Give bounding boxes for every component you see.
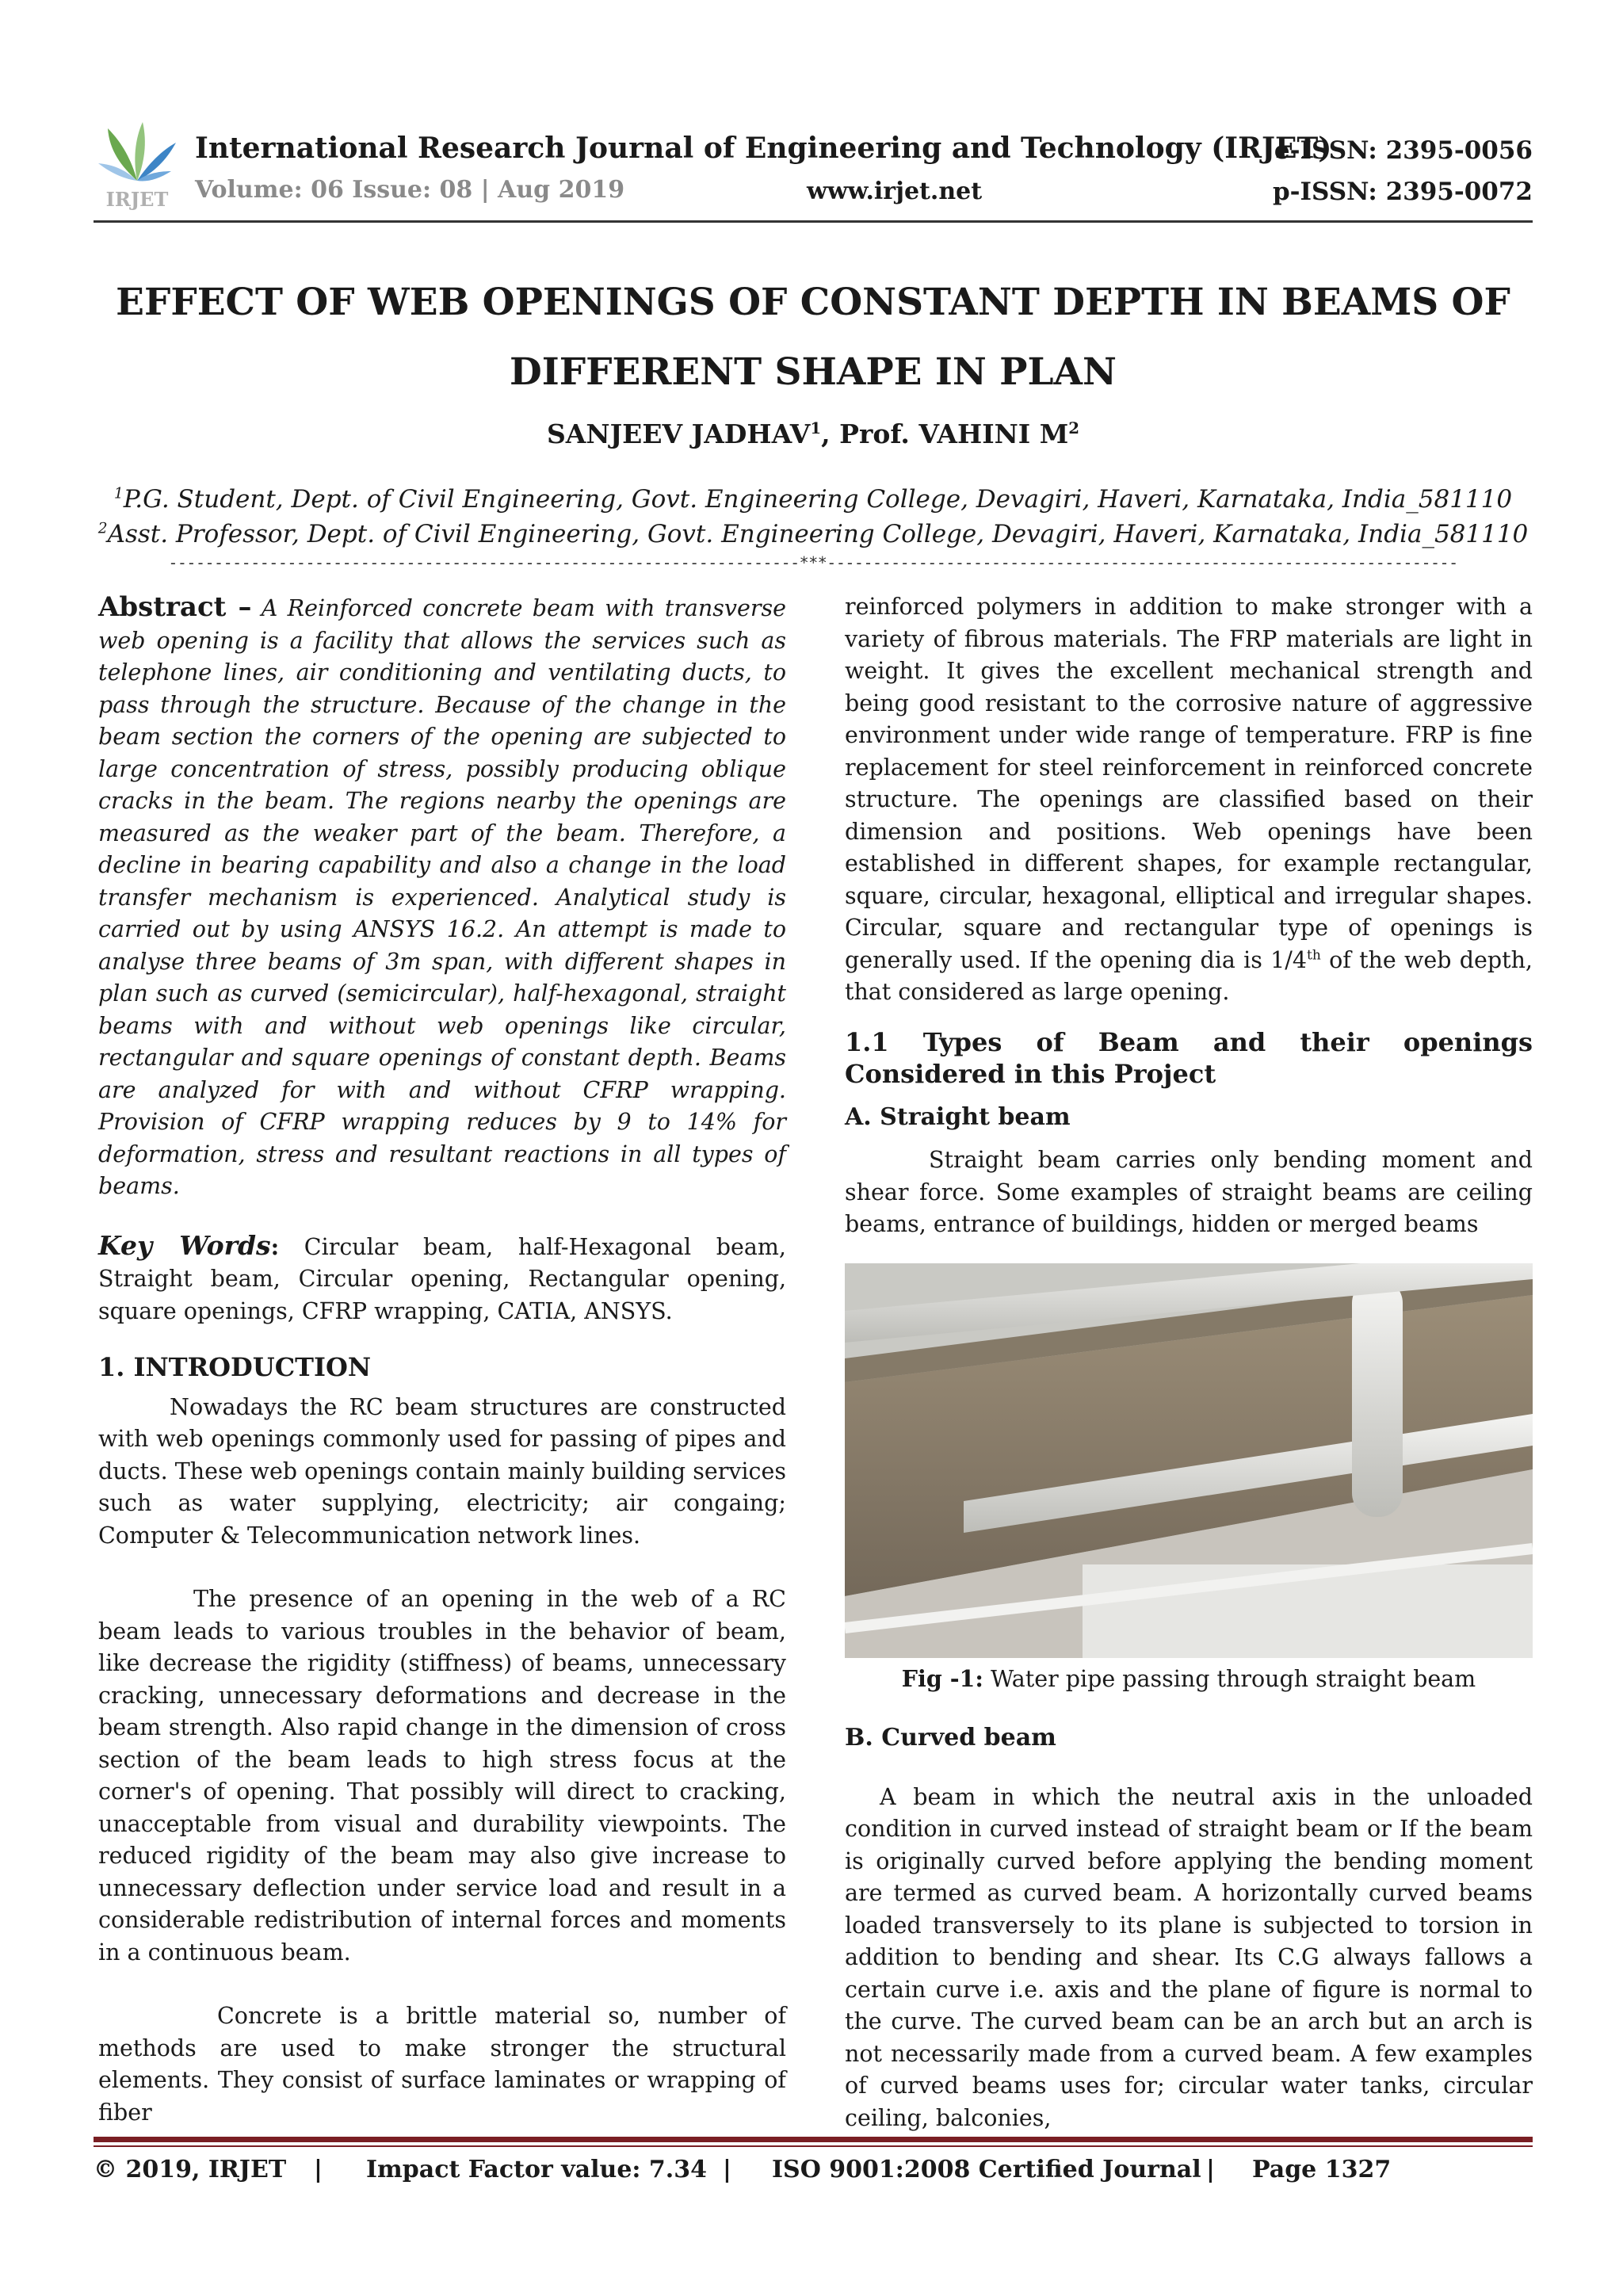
vertical-pipe [1352,1279,1403,1517]
curved-beam-heading: B. Curved beam [845,1724,1056,1752]
affiliation-mark: 1 [113,485,124,502]
affiliation-text: P.G. Student, Dept. of Civil Engineering, Govt. Engineering College, Devagiri, Haveri, Karnataka, India_581110 [123,485,1513,514]
left-column [98,591,786,2129]
keywords-label: Key Words [98,1229,271,1261]
journal-header [94,119,1533,214]
introduction-heading: 1. INTRODUCTION [98,1352,372,1382]
logo-text: IRJET [105,188,169,211]
header-divider [94,220,1533,223]
abstract [98,591,786,1203]
title-line-2: DIFFERENT SHAPE IN PLAN [510,350,1117,394]
section-separator: ---------------------------------------------------------------------***--------------------------------------------------------------------- [168,553,1458,572]
right-column [845,591,1533,2134]
footer-page-number: Page 1327 [1252,2156,1392,2183]
footer-rule-thick [94,2137,1533,2142]
frp-paragraph [845,591,1533,1009]
author-2-affiliation-mark: 2 [1068,418,1080,437]
beam-photo-illustration [845,1263,1533,1658]
footer-impact-factor: Impact Factor value: 7.34 [366,2156,707,2183]
footer-separator: | [1206,2156,1215,2183]
figure-caption [845,1663,1533,1696]
keywords-colon: : [270,1232,280,1260]
footer-rule-thin [94,2145,1533,2147]
author-1: SANJEEV JADHAV [546,418,811,449]
keywords [98,1230,786,1328]
figure-straight-beam-photo [845,1263,1533,1658]
introduction-paragraph-3: Concrete is a brittle material so, number of methods are used to make stronger the structural elements. They consist of surface laminates or wrapping of fiber [98,2003,786,2126]
e-issn: e-ISSN: 2395-0056 [1274,136,1533,165]
section-1-1-heading: 1.1 Types of Beam and their openings Considered in this Project [845,1026,1533,1089]
figure-caption-text: Water pipe passing through straight beam [983,1665,1476,1692]
ordinal-superscript: th [1306,947,1321,963]
footer-separator: | [723,2156,731,2183]
footer-separator: | [314,2156,323,2183]
paper-title [94,268,1533,407]
frp-paragraph-text: reinforced polymers in addition to make stronger with a variety of fibrous materials. The FRP materials are light in weight. It gives the excellent mechanical strength and being good resistant to the corrosive nature of aggressive environment under wide range of temperature. FRP is fine replacement for steel reinforcement in reinforced concrete structure. The openings are classified based on their dimension and positions. Web openings have been established in different shapes, for example rectangular, square, circular, hexagonal, elliptical and irregular shapes. Circular, square and rectangular type of openings is generally used. If the opening dia is 1/4 [845,594,1533,973]
author-1-affiliation-mark: 1 [810,418,822,437]
website-link[interactable]: www.irjet.net [807,178,983,205]
footer-copyright: © 2019, IRJET [94,2156,287,2183]
authors [94,418,1533,449]
keywords-text: Circular beam, half-Hexagonal beam, Straight beam, Circular opening, Rectangular opening, square openings, CFRP wrapping, CATIA, ANSYS. [98,1233,786,1324]
affiliation-text: Asst. Professor, Dept. of Civil Engineering, Govt. Engineering College, Devagiri, Haveri, Karnataka, India_581110 [107,520,1529,548]
journal-title: International Research Journal of Engineering and Technology (IRJET) [195,132,1332,165]
title-line-1: EFFECT OF WEB OPENINGS OF CONSTANT DEPTH IN BEAMS OF [116,281,1510,324]
abstract-text: A Reinforced concrete beam with transverse web opening is a facility that allows the services such as telephone lines, air conditioning and ventilating ducts, to pass through the structure. Because of the change in the beam section the corners of the opening are subjected to large concentration of stress, possibly producing oblique cracks in the beam. The regions nearby the openings are measured as the weaker part of the beam. Therefore, a decline in bearing capability and also a change in the load transfer mechanism is experienced. Analytical study is carried out by using ANSYS 16.2. An attempt is made to analyse three beams of 3m span, with different shapes in plan such as curved (semicircular), half-hexagonal, straight beams with and without web openings like circular, rectangular and square openings of constant depth. Beams are analyzed for with and without CFRP wrapping. Provision of CFRP wrapping reduces by 9 to 14% for deformation, stress and resultant reactions in all types of beams. [98,595,786,1199]
figure-label: Fig -1: [901,1664,983,1692]
curved-beam-text: A beam in which the neutral axis in the unloaded condition in curved instead of straight beam or If the beam is originally curved before applying the bending moment are termed as curved beam. A horizontally curved beams loaded transversely to its plane is subjected to torsion in addition to bending and shear. Its C.G always fallows a certain curve i.e. axis and the plane of figure is normal to the curve. The curved beam can be an arch but an arch is not necessarily made from a curved beam. A few examples of curved beams uses for; circular water tanks, circular ceiling, balconies, [845,1783,1533,2131]
straight-beam-heading: A. Straight beam [845,1102,1071,1131]
author-2: Prof. VAHINI M [839,418,1069,449]
volume-issue: Volume: 06 Issue: 08 | Aug 2019 [195,176,625,204]
abstract-heading: Abstract – [98,591,252,623]
affiliation-1 [94,485,1533,514]
affiliation-2 [94,520,1533,548]
straight-beam-text: Straight beam carries only bending moment and shear force. Some examples of straight beams are ceiling beams, entrance of buildings, hidden or merged beams [845,1147,1533,1237]
irjet-logo [94,119,181,214]
p-issn: p-ISSN: 2395-0072 [1272,178,1533,206]
affiliation-mark: 2 [97,520,108,537]
introduction-paragraph-2: The presence of an opening in the web of a RC beam leads to various troubles in the behavior of beam, like decrease the rigidity (stiffness) of beams, unnecessary cracking, unnecessary deformations and decrease in the beam strength. Also rapid change in the dimension of cross section of the beam leads to high stress focus at the corner's of opening. That possibly will direct to cracking, unacceptable from visual and durability viewpoints. The reduced rigidity of the beam may also give increase to unnecessary deflection under service load and result in a considerable redistribution of internal forces and moments in a continuous beam. [98,1586,786,1966]
introduction-paragraph-1: Nowadays the RC beam structures are constructed with web openings commonly used for passing of pipes and ducts. These web openings contain mainly building services such as water supplying, electricity; air congaing; Computer & Telecommunication network lines. [98,1393,786,1549]
frp-paragraph-end: of the web depth, that considered as large opening. [845,946,1533,1005]
footer-iso: ISO 9001:2008 Certified Journal [772,2156,1201,2183]
author-separator: , [821,418,840,449]
